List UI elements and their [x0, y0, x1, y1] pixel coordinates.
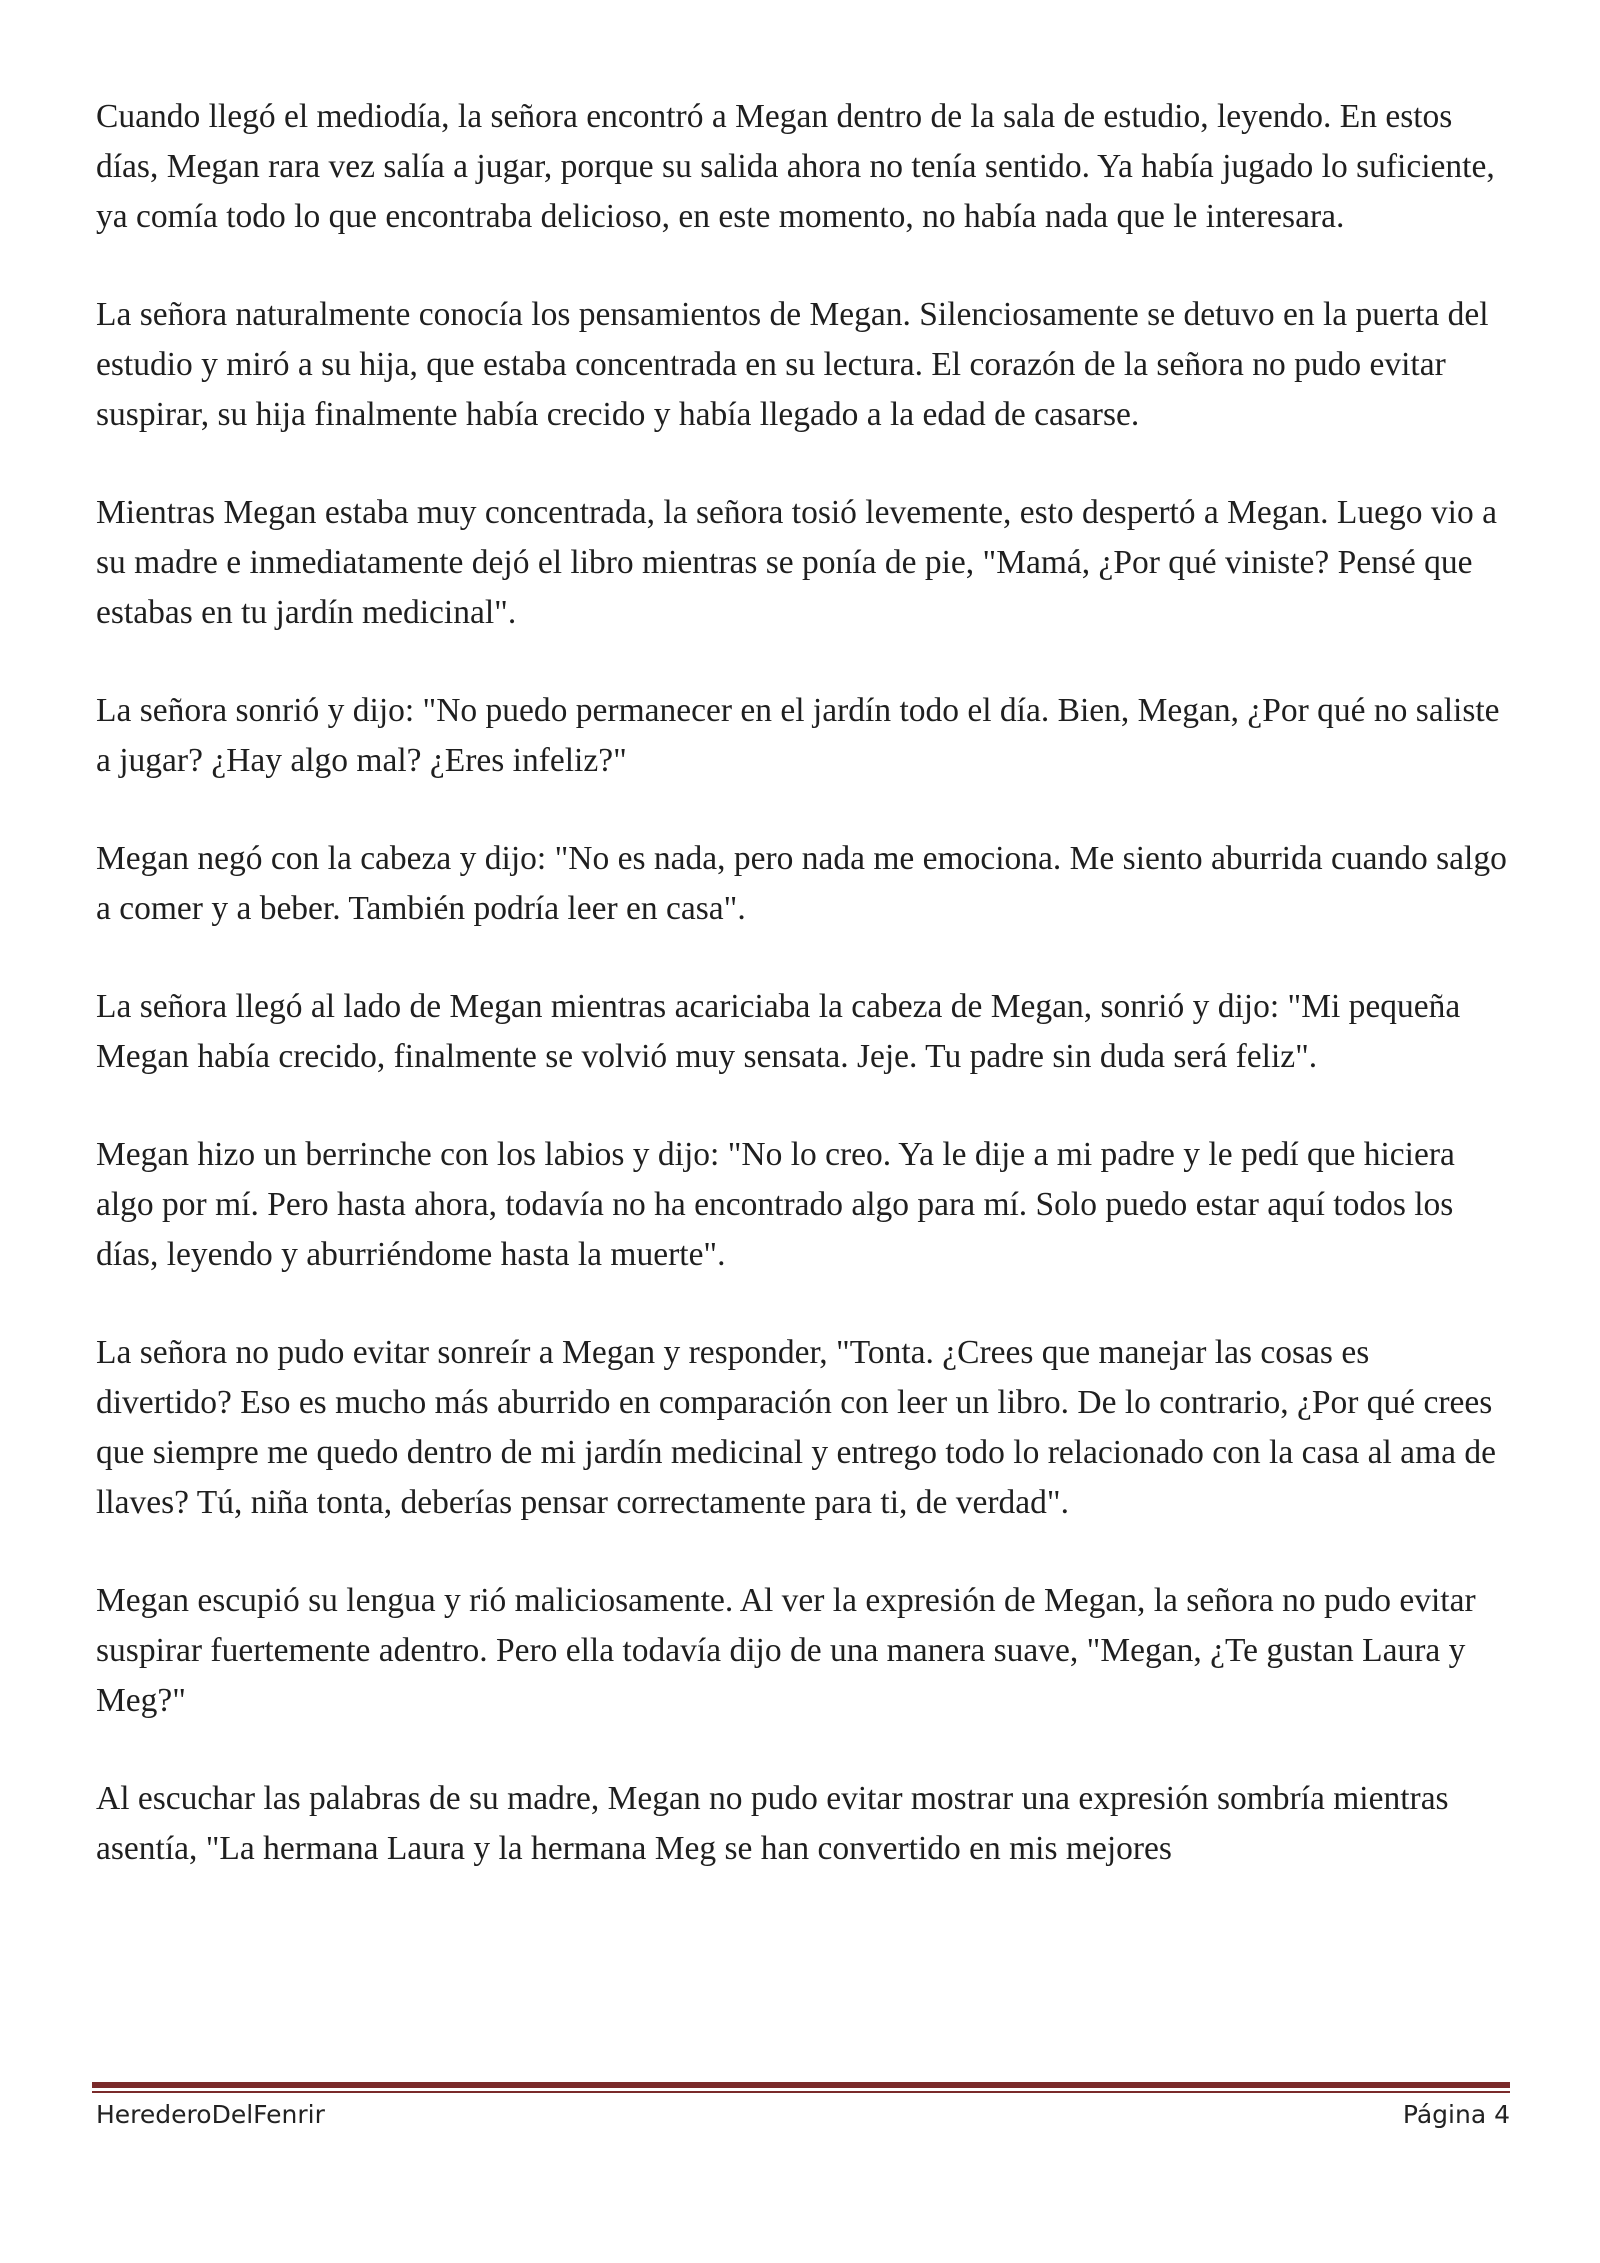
- paragraph: La señora sonrió y dijo: "No puedo permanecer en el jardín todo el día. Bien, Megan, ¿Por qué no saliste a jugar? ¿Hay algo mal? ¿Eres infeliz?": [96, 692, 1500, 779]
- paragraph: Al escuchar las palabras de su madre, Megan no pudo evitar mostrar una expresión sombría mientras asentía, "La hermana Laura y la hermana Meg se han convertido en mis mejores: [96, 1780, 1449, 1867]
- footer-divider: [92, 2082, 1510, 2094]
- document-body: [96, 92, 1510, 1874]
- paragraph: Megan escupió su lengua y rió maliciosamente. Al ver la expresión de Megan, la señora no pudo evitar suspirar fuertemente adentro. Pero ella todavía dijo de una manera suave, "Megan, ¿Te gustan Laura y Meg?": [96, 1582, 1476, 1719]
- footer-divider-thick: [92, 2082, 1510, 2088]
- footer-page-number: Página 4: [1402, 2100, 1510, 2129]
- footer-author: HerederoDelFenrir: [96, 2100, 325, 2129]
- paragraph: Megan hizo un berrinche con los labios y dijo: "No lo creo. Ya le dije a mi padre y le pedí que hiciera algo por mí. Pero hasta ahora, todavía no ha encontrado algo para mí. Solo puedo estar aquí todos los días, leyendo y aburriéndome hasta la muerte".: [96, 1136, 1455, 1273]
- footer-divider-thin: [92, 2091, 1510, 2093]
- paragraph: La señora llegó al lado de Megan mientras acariciaba la cabeza de Megan, sonrió y dijo: "Mi pequeña Megan había crecido, finalmente se volvió muy sensata. Jeje. Tu padre sin duda será feliz".: [96, 988, 1461, 1075]
- paragraph: La señora naturalmente conocía los pensamientos de Megan. Silenciosamente se detuvo en la puerta del estudio y miró a su hija, que estaba concentrada en su lectura. El corazón de la señora no pudo evitar suspirar, su hija finalmente había crecido y había llegado a la edad de casarse.: [96, 296, 1489, 433]
- paragraph: La señora no pudo evitar sonreír a Megan y responder, "Tonta. ¿Crees que manejar las cosas es divertido? Eso es mucho más aburrido en comparación con leer un libro. De lo contrario, ¿Por qué crees que siempre me quedo dentro de mi jardín medicinal y entrego todo lo relacionado con la casa al ama de llaves? Tú, niña tonta, deberías pensar correctamente para ti, de verdad".: [96, 1334, 1496, 1521]
- paragraph: Mientras Megan estaba muy concentrada, la señora tosió levemente, esto despertó a Megan. Luego vio a su madre e inmediatamente dejó el libro mientras se ponía de pie, "Mamá, ¿Por qué viniste? Pensé que estabas en tu jardín medicinal".: [96, 494, 1497, 631]
- paragraph: Cuando llegó el mediodía, la señora encontró a Megan dentro de la sala de estudio, leyendo. En estos días, Megan rara vez salía a jugar, porque su salida ahora no tenía sentido. Ya había jugado lo suficiente, ya comía todo lo que encontraba delicioso, en este momento, no había nada que le interesara.: [96, 98, 1495, 235]
- page-footer: [96, 2100, 1510, 2140]
- paragraph: Megan negó con la cabeza y dijo: "No es nada, pero nada me emociona. Me siento aburrida cuando salgo a comer y a beber. También podría leer en casa".: [96, 840, 1507, 927]
